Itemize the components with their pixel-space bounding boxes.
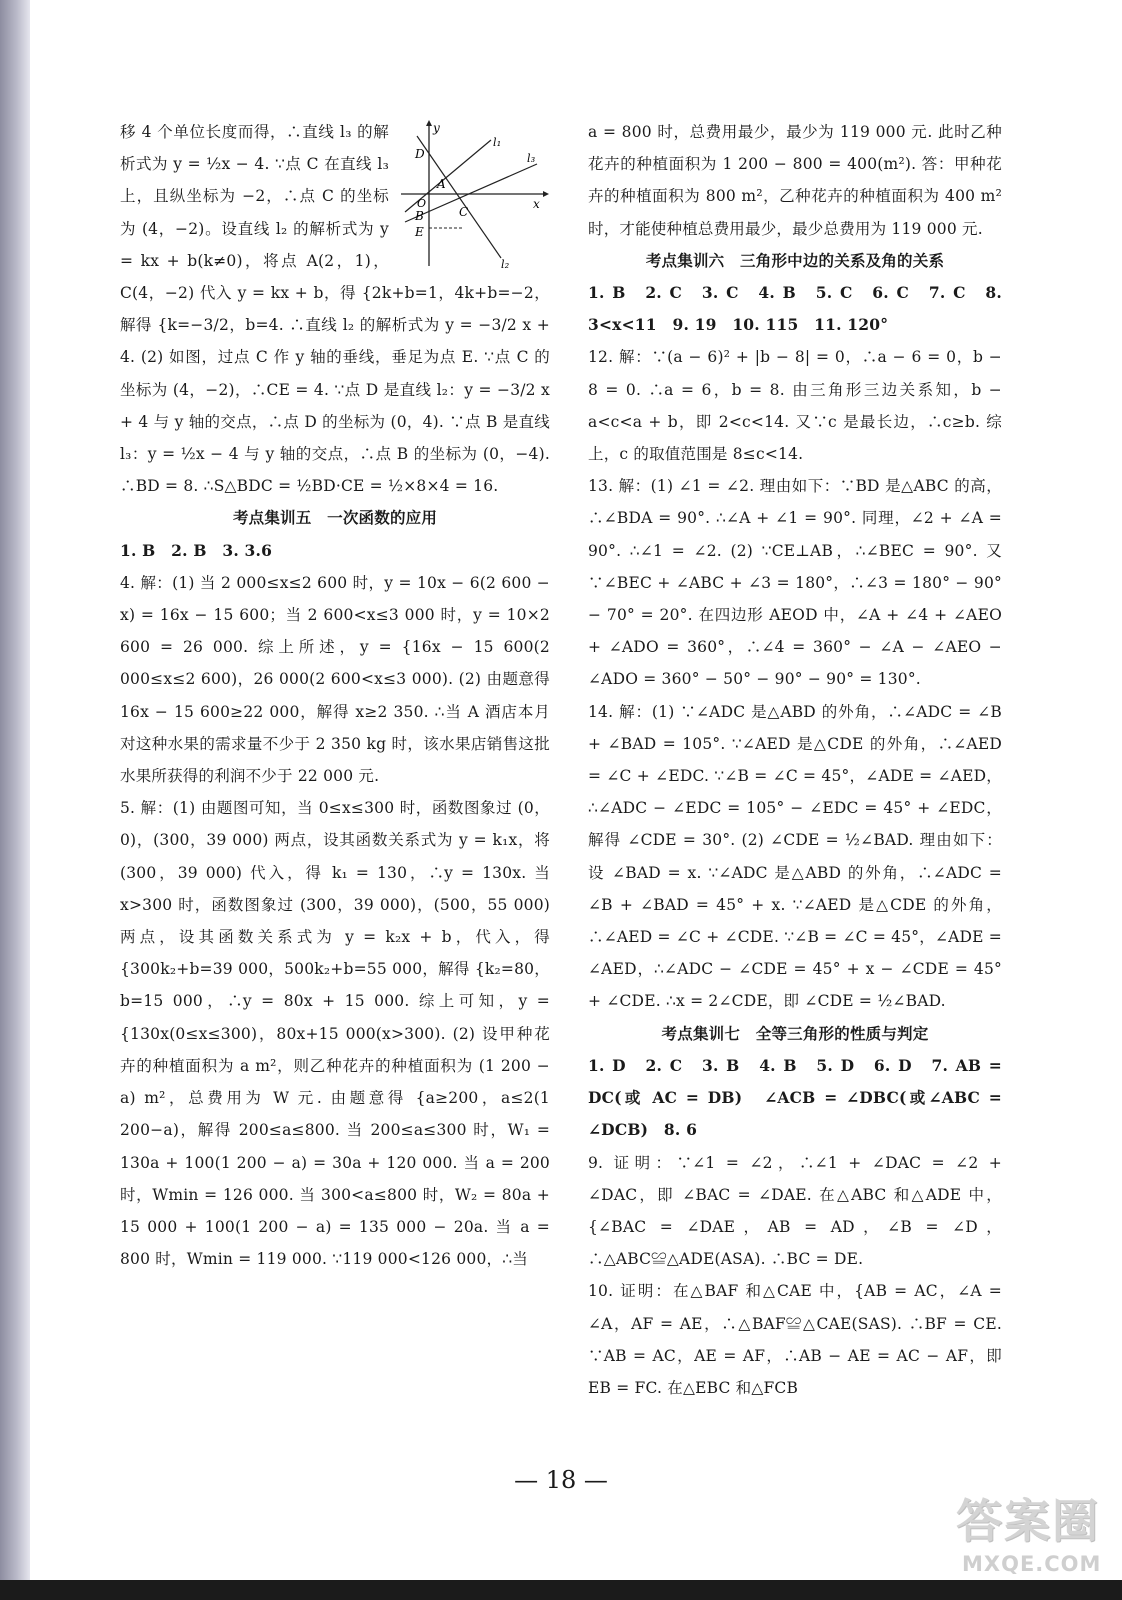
- left-column: [120, 116, 550, 1275]
- point-d-label: D: [415, 147, 425, 161]
- section-5-short-answers: 1. B 2. B 3. 3.6: [120, 540, 273, 560]
- scan-edge-shadow: [0, 0, 30, 1600]
- question-5-solution: 5. 解：(1) 由题图可知，当 0≤x≤300 时，函数图象过 (0，0)，(300，39 000) 两点，设其函数关系式为 y = k₁x，将 (300，39 000) 代入，得 k₁ = 130，∴y = 130x. 当 x>300 时，函数图象过 (300，39 000)，(500，55 000) 两点，设其函数关系式为 y = k₂x + b，代入，得 {300k₂+b=39 000，500k₂+b=55 000，解得 {k₂=80，b=15 000，∴y = 80x + 15 000. 综上可知，y = {130x(0≤x≤300)，80x+15 000(x>300). (2) 设甲种花卉的种植面积为 a m²，则乙种花卉的种植面积为 (1 200 − a) m²，总费用为 W 元. 由题意得 {a≥200，a≤2(1 200−a)，解得 200≤a≤800. 当 200≤a≤300 时，W₁ = 130a + 100(1 200 − a) = 30a + 120 000. 当 a = 200 时，Wmin = 126 000. 当 300<a≤800 时，W₂ = 80a + 15 000 + 100(1 200 − a) = 135 000 − 20a. 当 a = 800 时，Wmin = 119 000. ∵119 000<126 000，∴当: [120, 799, 550, 1269]
- line-l2-label: l₂: [501, 258, 510, 270]
- watermark-logo-text: 答案圈: [956, 1494, 1100, 1548]
- continued-solution-paragraph: 移 4 个单位长度而得，∴直线 l₃ 的解析式为 y = ½x − 4. ∵点 C 在直线 l₃ 上，且纵坐标为 −2，∴点 C 的坐标为 (4，−2)。设直线 l₂ 的解析式为 y = kx + b(k≠0)，将点 A(2，1)，C(4，−2) 代入 y = kx + b，得 {2k+b=1，4k+b=−2，解得 {k=−3/2，b=4. ∴直线 l₂ 的解析式为 y = −3/2 x + 4. (2) 如图，过点 C 作 y 轴的垂线，垂足为点 E. ∵点 C 的坐标为 (4，−2)，∴CE = 4. ∵点 D 是直线 l₂：y = −3/2 x + 4 与 y 轴的交点，∴点 D 的坐标为 (0，4). ∵点 B 是直线 l₃：y = ½x − 4 与 y 轴的交点，∴点 B 的坐标为 (0，−4). ∴BD = 8. ∴S△BDC = ½BD·CE = ½×8×4 = 16.: [120, 123, 550, 496]
- page-number: — 18 —: [514, 1466, 608, 1494]
- section-title-5: 考点集训五 一次函数的应用: [232, 509, 438, 528]
- question-14-solution: 14. 解：(1) ∵∠ADC 是△ABD 的外角，∴∠ADC = ∠B + ∠BAD = 105°. ∵∠AED 是△CDE 的外角，∴∠AED = ∠C + ∠EDC. ∵∠B = ∠C = 45°，∠ADE = ∠AED，∴∠ADC − ∠EDC = 105° − ∠EDC = 45° + ∠EDC，解得 ∠CDE = 30°. (2) ∠CDE = ½∠BAD. 理由如下：设 ∠BAD = x. ∵∠ADC 是△ABD 的外角，∴∠ADC = ∠B + ∠BAD = 45° + x. ∵∠AED 是△CDE 的外角，∴∠AED = ∠C + ∠CDE. ∵∠B = ∠C = 45°，∠ADE = ∠AED，∴∠ADC − ∠CDE = 45° + x − ∠CDE = 45° + ∠CDE. ∴x = 2∠CDE，即 ∠CDE = ½∠BAD.: [588, 702, 1002, 1011]
- question-13-solution: 13. 解：(1) ∠1 = ∠2. 理由如下：∵BD 是△ABC 的高，∴∠BDA = 90°. ∴∠A + ∠1 = 90°. 同理，∠2 + ∠A = 90°. ∴∠1 = ∠2. (2) ∵CE⊥AB，∴∠BEC = 90°. 又∵∠BEC + ∠ABC + ∠3 = 180°，∴∠3 = 180° − 90° − 70° = 20°. 在四边形 AEOD 中，∠A + ∠4 + ∠AEO + ∠ADO = 360°，∴∠4 = 360° − ∠A − ∠AEO − ∠ADO = 360° − 50° − 90° − 90° = 130°.: [588, 477, 1002, 689]
- point-b-label: B: [415, 209, 425, 223]
- point-c-label: C: [459, 205, 469, 219]
- continued-solution-paragraph-right: a = 800 时，总费用最少，最少为 119 000 元. 此时乙种花卉的种植面积为 1 200 − 800 = 400(m²). 答：甲种花卉的种植面积为 800 m²，乙种花卉的种植面积为 400 m² 时，才能使种植总费用最少，最少总费用为 119 000 元.: [588, 123, 1002, 238]
- section-7-short-answers: 1. D 2. C 3. B 4. B 5. D 6. D 7. AB = DC(或 AC = DB) ∠ACB = ∠DBC(或∠ABC = ∠DCB) 8. 6: [588, 1055, 1002, 1140]
- line-l1-label: l₁: [493, 136, 502, 149]
- question-9-proof: 9. 证明：∵∠1 = ∠2，∴∠1 + ∠DAC = ∠2 + ∠DAC，即 ∠BAC = ∠DAE. 在△ABC 和△ADE 中，{∠BAC = ∠DAE，AB = AD，∠B = ∠D，∴△ABC≌△ADE(ASA). ∴BC = DE.: [588, 1153, 1002, 1269]
- section-title-7: 考点集训七 全等三角形的性质与判定: [661, 1024, 929, 1043]
- question-12-solution: 12. 解：∵(a − 6)² + |b − 8| = 0，∴a − 6 = 0，b − 8 = 0. ∴a = 6，b = 8. 由三角形三边关系知，b − a<c<a + b，即 2<c<14. 又∵c 是最长边，∴c≥b. 综上，c 的取值范围是 8≤c<14.: [588, 348, 1002, 464]
- right-column: [588, 116, 1002, 1404]
- scan-bottom-edge: [0, 1580, 1122, 1600]
- watermark-logo: [956, 1488, 1120, 1584]
- coordinate-graph-figure: [395, 118, 550, 270]
- section-6-short-answers: 1. B 2. C 3. C 4. B 5. C 6. C 7. C 8. 3<x<11 9. 19 10. 115 11. 120°: [588, 283, 1002, 335]
- page-number-value: 18: [545, 1466, 577, 1494]
- section-title-6: 考点集训六 三角形中边的关系及角的关系: [645, 251, 945, 270]
- watermark-url: MXQE.COM: [962, 1552, 1102, 1576]
- line-l3-label: l₃: [527, 152, 536, 165]
- question-4-solution: 4. 解：(1) 当 2 000≤x≤2 600 时，y = 10x − 6(2 600 − x) = 16x − 15 600；当 2 600<x≤3 000 时，y = 10×2 600 = 26 000. 综上所述，y = {16x − 15 600(2 000≤x≤2 600)，26 000(2 600<x≤3 000). (2) 由题意得 16x − 15 600≥22 000，解得 x≥2 350. ∴当 A 酒店本月对这种水果的需求量不少于 2 350 kg 时，该水果店销售这批水果所获得的利润不少于 22 000 元.: [120, 573, 550, 786]
- origin-label: O: [417, 197, 427, 210]
- point-a-label: A: [437, 177, 446, 191]
- x-axis-label: x: [533, 197, 540, 211]
- question-10-proof: 10. 证明：在△BAF 和△CAE 中，{AB = AC，∠A = ∠A，AF = AE，∴△BAF≌△CAE(SAS). ∴BF = CE. ∵AB = AC，AE = AF，∴AB − AE = AC − AF，即 EB = FC. 在△EBC 和△FCB: [588, 1282, 1002, 1397]
- point-e-label: E: [415, 225, 424, 239]
- y-axis-label: y: [433, 121, 440, 135]
